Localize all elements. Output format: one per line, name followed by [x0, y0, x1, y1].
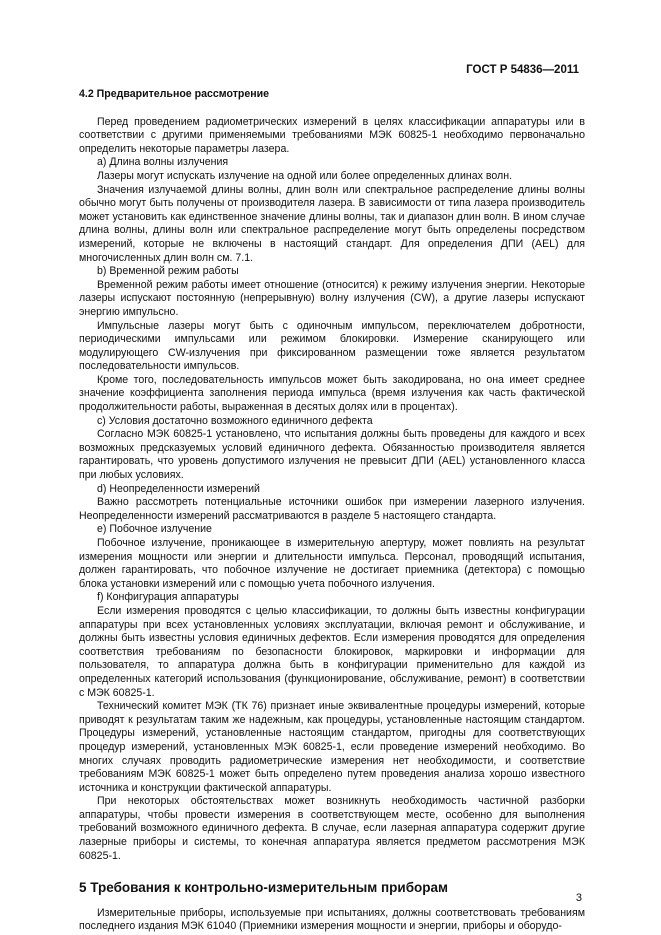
list-item-heading: а) Длина волны излучения [97, 156, 229, 169]
paragraph: При некоторых обстоятельствах может возникнуть необходимость частичной разборки аппаратуры, чтобы провести измерения в соответствующем месте, особенно для выполнения требований возможного единичного дефекта. В случае, если лазерная аппаратура содержит другие лазерные приборы и системы, то конечная аппаратура является предметом рассмотрения МЭК 60825-1. [79, 795, 585, 862]
paragraph: Кроме того, последовательность импульсов может быть закодирована, но она имеет среднее значение коэффициента заполнения периода импульса (время излучения как часть фактической продолжительности работы, выраженная в десятых долях или в процентах). [79, 373, 585, 414]
paragraph: Лазеры могут испускать излучение на одной или более определенных длинах волн. [97, 169, 513, 182]
list-item-heading: f) Конфигурация аппаратуры [97, 591, 239, 604]
list-item-heading: е) Побочное излучение [97, 523, 212, 536]
paragraph: Импульсные лазеры могут быть с одиночным импульсом, переключателем добротности, периодическими импульсами или режимом блокировки. Измерение сканирующего или модулирующего CW-излучения при фиксированном размещении тоже является результатом последовательности импульсов. [79, 319, 585, 373]
section-heading-5: 5 Требования к контрольно-измерительным приборам [79, 880, 449, 896]
paragraph: Технический комитет МЭК (ТК 76) признает иные эквивалентные процедуры измерений, которые приводят к результатам таким же надежным, как процедуры, установленные настоящим стандартом. Процедуры измерений, установленные настоящим стандартом, пригодны для соответствующих процедур измерений, установленных МЭК 60825-1, если проведение измерений необходимо. Во многих случаях проводить радиометрические измерения нет необходимости, и соответствие требованиям МЭК 60825-1 может быть определено путем проведения анализа хорошо известного источника и конструкции фактической аппаратуры. [79, 700, 585, 794]
page-number: 3 [575, 892, 582, 904]
list-item-heading: d) Неопределенности измерений [97, 482, 260, 495]
paragraph: Побочное излучение, проникающее в измерительную апертуру, может повлиять на результат измерения мощности или энергии и длительности импульса. Персонал, проводящий испытания, должен гарантировать, что побочное излучение не достигает приемника (детектора) с помощью блока установки измерений или с помощью учета побочного излучения. [79, 537, 585, 590]
list-item-heading: с) Условия достаточно возможного единичного дефекта [97, 414, 373, 427]
standard-number: ГОСТ Р 54836—2011 [466, 64, 579, 76]
paragraph: Важно рассмотреть потенциальные источники ошибок при измерении лазерного излучения. Неопределенности измерений рассматриваются в разделе 5 настоящего стандарта. [79, 496, 585, 522]
paragraph: Временной режим работы имеет отношение (относится) к режиму излучения энергии. Некоторые лазеры испускают постоянную (непрерывную) волну излучения (CW), а другие лазеры испускают энергию импульсно. [79, 278, 585, 318]
paragraph: Если измерения проводятся с целью классификации, то должны быть известны конфигурации аппаратуры при всех установленных условиях эксплуатации, включая ремонт и обслуживание, и должны быть известны условия единичных дефектов. Если измерения проводятся для определения соответствия требованиям по безопасности блокировок, маркировки и информации для пользователя, то аппаратура должна быть в конфигурации применительно для каждой из определенных категорий использования (функционирование, обслуживание, ремонт) в соответствии с МЭК 60825-1. [79, 604, 585, 699]
paragraph: Измерительные приборы, используемые при испытаниях, должны соответствовать требованиям последнего издания МЭК 61040 (Приемники измерения мощности и энергии, приборы и оборудо- [79, 906, 585, 933]
body-text [79, 86, 585, 934]
paragraph: Согласно МЭК 60825-1 установлено, что испытания должны быть проведены для каждого и всех возможных предсказуемых условий единичного дефекта. Обязанностью производителя является гарантировать, что уровень допустимого излучения не превысит ДПИ (AEL) установленного класса при любых условиях. [79, 428, 585, 482]
section-heading-4-2: 4.2 Предварительное рассмотрение [79, 88, 270, 100]
paragraph: Значения излучаемой длины волны, длин волн или спектральное распределение длины волны обычно могут быть получены от производителя лазера. В зависимости от типа лазера производитель может установить как единственное значение длины волны, так и диапазон длин волн. В ином случае длина волны, длины волн или спектральное распределение могут быть определены посредством измерений, которые не включены в настоящий стандарт. Для определения ДПИ (AEL) для многочисленных длин волн см. 7.1. [79, 183, 585, 264]
list-item-heading: b) Временной режим работы [97, 265, 239, 278]
paragraph: Перед проведением радиометрических измерений в целях классификации аппаратуры или в соответствии с другими применяемыми требованиями МЭК 60825-1 необходимо первоначально определить некоторые параметры лазера. [79, 115, 585, 155]
